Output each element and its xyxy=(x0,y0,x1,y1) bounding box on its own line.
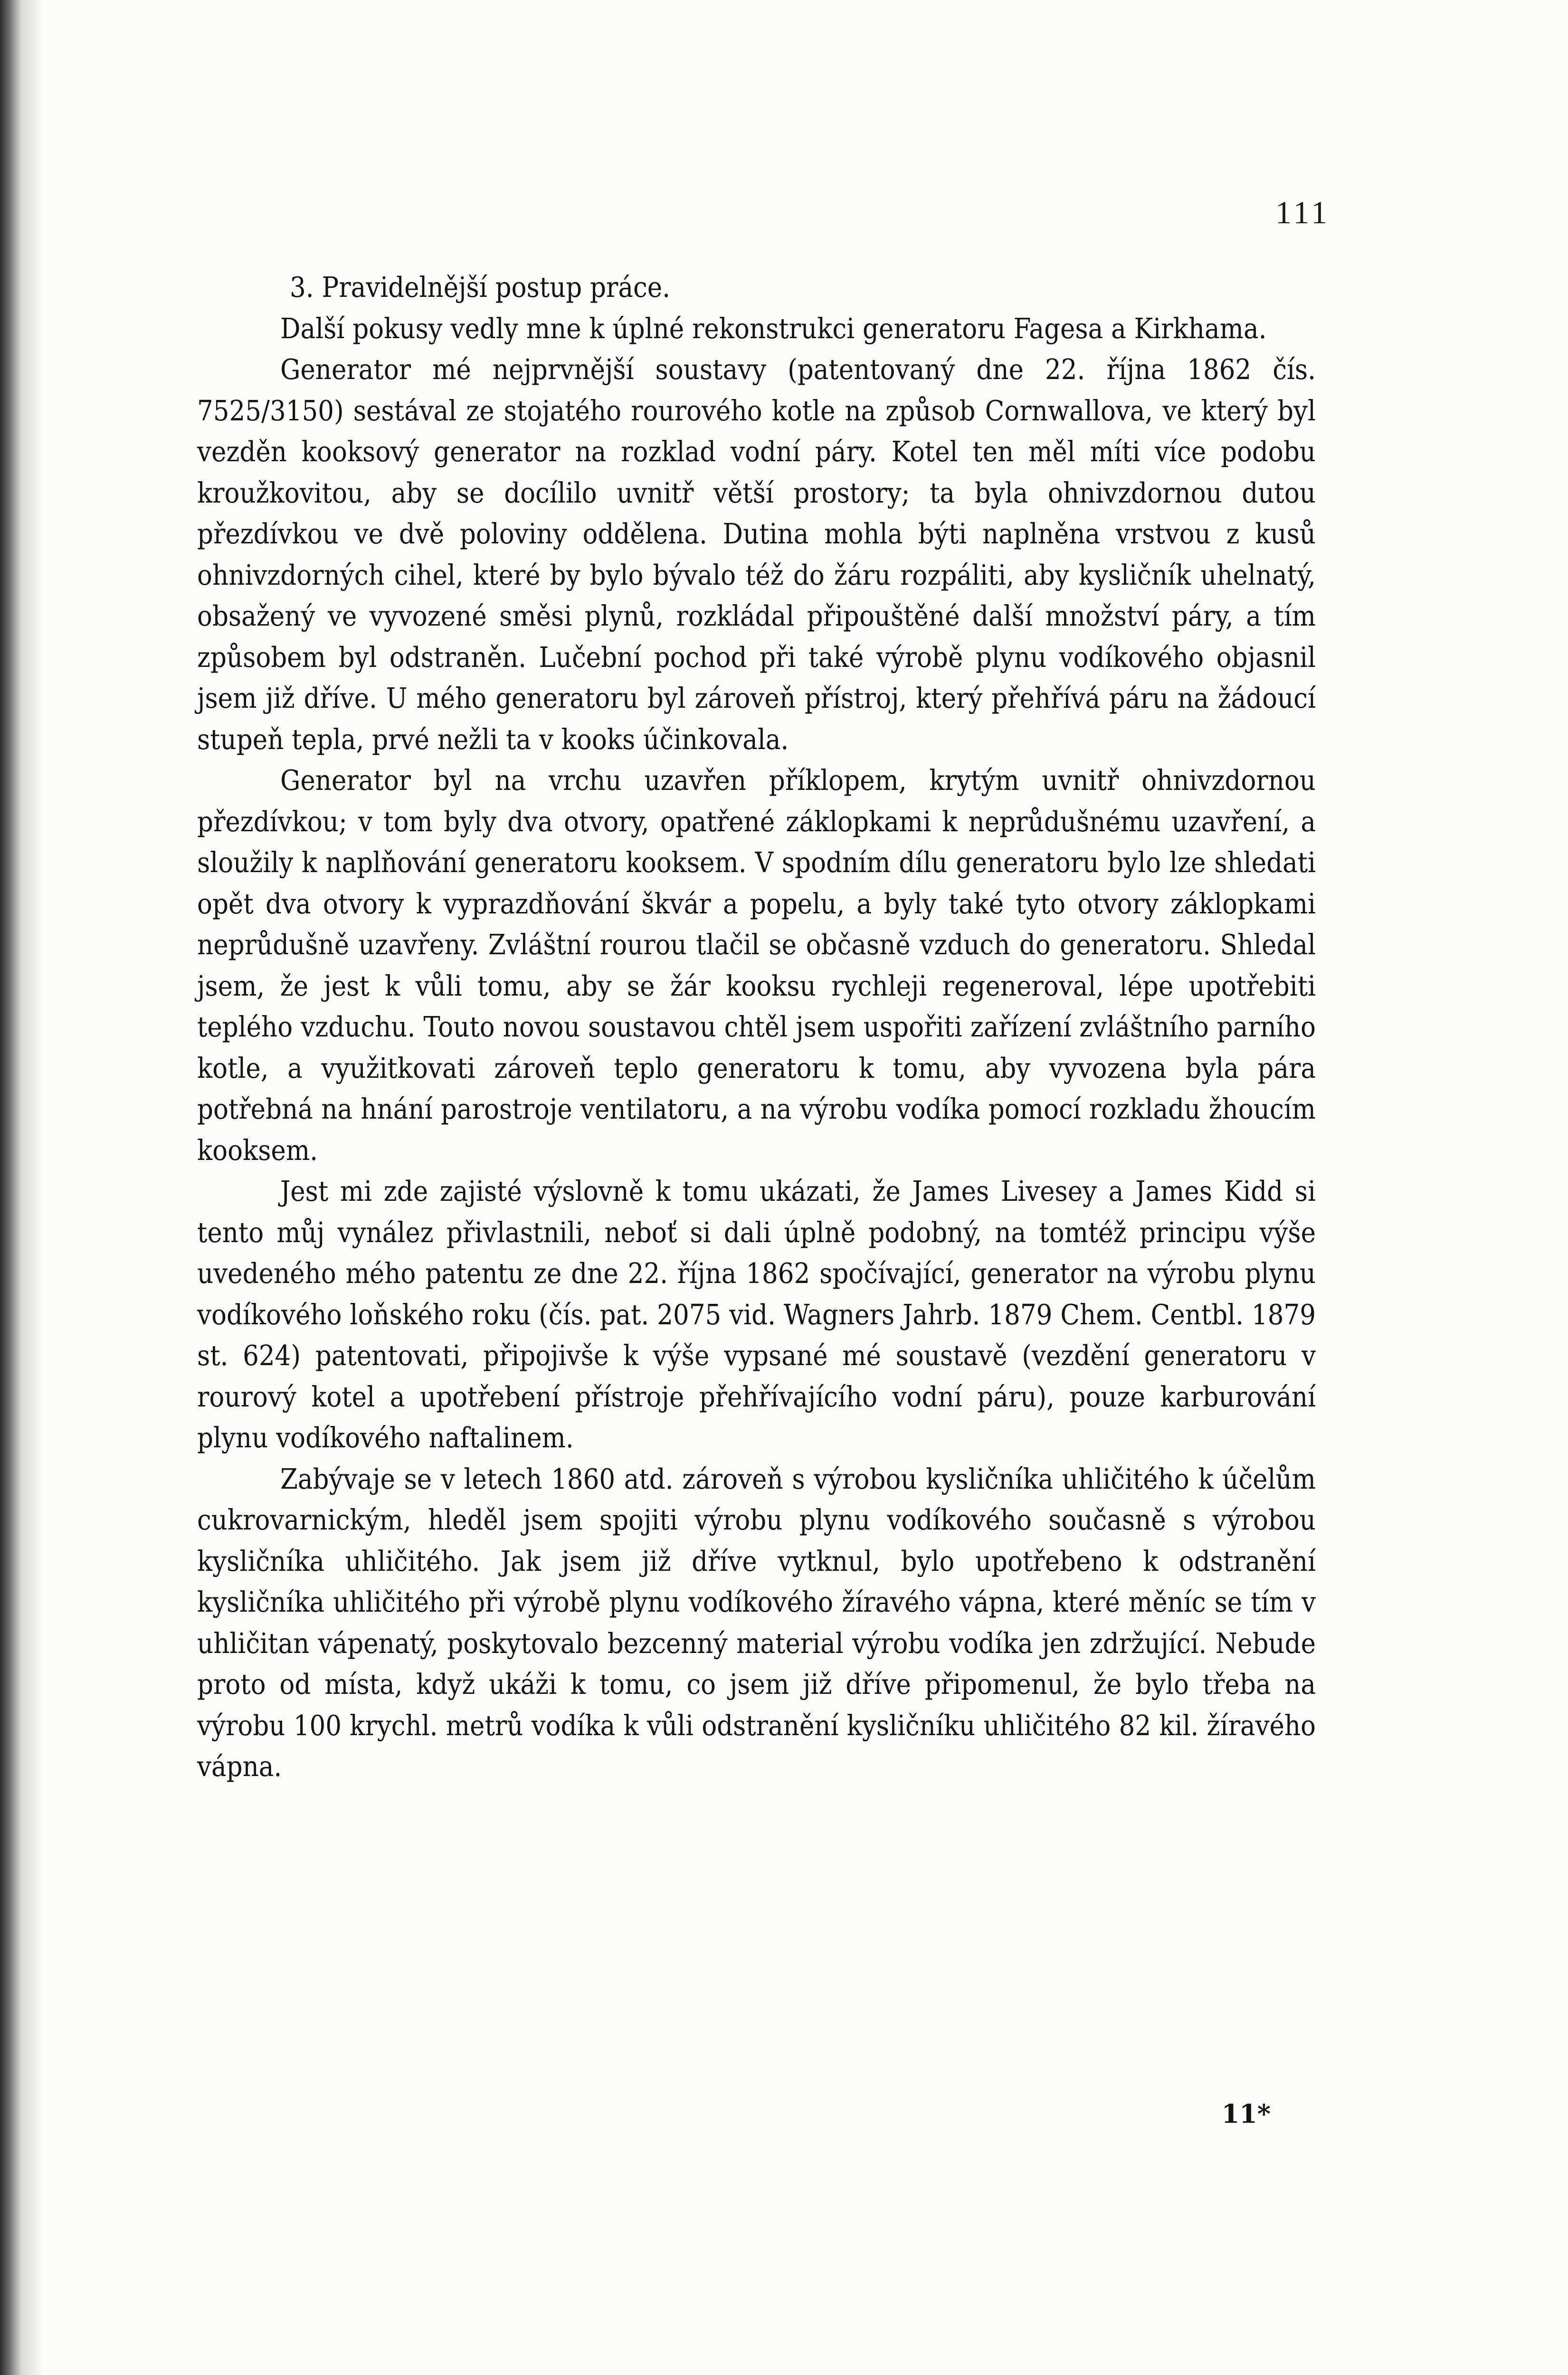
paragraph: Jest mi zde zajisté výslovně k tomu ukázati, že James Livesey a James Kidd si tento můj vynález přivlastnili, neboť si dali úplně podobný, na tomtéž principu výše uvedeného mého patentu ze dne 22. října 1862 spočívající, generator na výrobu plynu vodíkového loňského roku (čís. pat. 2075 vid. Wagners Jahrb. 1879 Chem. Centbl. 1879 st. 624) patentovati, připojivše k výše vypsané mé soustavě (vezdění generatoru v rourový kotel a upotřebení přístroje přehřívajícího vodní páru), pouze karburování plynu vodíkového naftalinem. xyxy=(197,1175,1316,1454)
paragraph: Generator mé nejprvnější soustavy (patentovaný dne 22. října 1862 čís. 7525/3150) sestával ze stojatého rourového kotle na způsob Cornwallova, ve který byl vezděn kooksový generator na rozklad vodní páry. Kotel ten měl míti více podobu kroužkovitou, aby se docílilo uvnitř větší prostory; ta byla ohnivzdornou dutou přezdívkou ve dvě poloviny oddělena. Dutina mohla býti naplněna vrstvou z kusů ohnivzdorných cihel, které by bylo bývalo též do žáru rozpáliti, aby kysličník uhelnatý, obsažený ve vyvozené směsi plynů, rozkládal připouštěné další množství páry, a tím způsobem byl odstraněn. Lučební pochod při také výrobě plynu vodíkového objasnil jsem již dříve. U mého generatoru byl zároveň přístroj, který přehřívá páru na žádoucí stupeň tepla, prvé nežli ta v kooks účinkovala. xyxy=(197,353,1316,756)
body-text xyxy=(197,267,1316,1787)
section-heading: 3. Pravidelnější postup práce. xyxy=(290,271,671,304)
paragraph: Generator byl na vrchu uzavřen příklopem, krytým uvnitř ohnivzdornou přezdívkou; v tom byly dva otvory, opatřené záklopkami k neprůdušnému uzavření, a sloužily k naplňování generatoru kooksem. V spodním dílu generatoru bylo lze shledati opět dva otvory k vyprazdňování škvár a popelu, a byly také tyto otvory záklopkami neprůdušně uzavřeny. Zvláštní rourou tlačil se občasně vzduch do generatoru. Shledal jsem, že jest k vůli tomu, aby se žár kooksu rychleji regeneroval, lépe upotřebiti teplého vzduchu. Touto novou soustavou chtěl jsem uspořiti zařízení zvláštního parního kotle, a využitkovati zároveň teplo generatoru k tomu, aby vyvozena byla pára potřebná na hnání parostroje ventilatoru, a na výrobu vodíka pomocí rozkladu žhoucím kooksem. xyxy=(197,764,1316,1167)
paragraph: Zabývaje se v letech 1860 atd. zároveň s výrobou kysličníka uhličitého k účelům cukrovarnickým, hleděl jsem spojiti výrobu plynu vodíkového současně s výrobou kysličníka uhličitého. Jak jsem již dříve vytknul, bylo upotřebeno k odstranění kysličníka uhličitého při výrobě plynu vodíkového žíravého vápna, které měníc se tím v uhličitan vápenatý, poskytovalo bezcenný material výrobu vodíka jen zdržující. Nebude proto od místa, když ukáži k tomu, co jsem již dříve připomenul, že bylo třeba na výrobu 100 krychl. metrů vodíka k vůli odstranění kysličníku uhličitého 82 kil. žíravého vápna. xyxy=(197,1462,1316,1783)
page-number: 111 xyxy=(1275,194,1330,230)
signature-mark: 11* xyxy=(1221,2099,1271,2129)
page-edge-shadow xyxy=(0,0,43,2375)
paragraph: Další pokusy vedly mne k úplné rekonstrukci generatoru Fagesa a Kirkhama. xyxy=(280,312,1267,345)
